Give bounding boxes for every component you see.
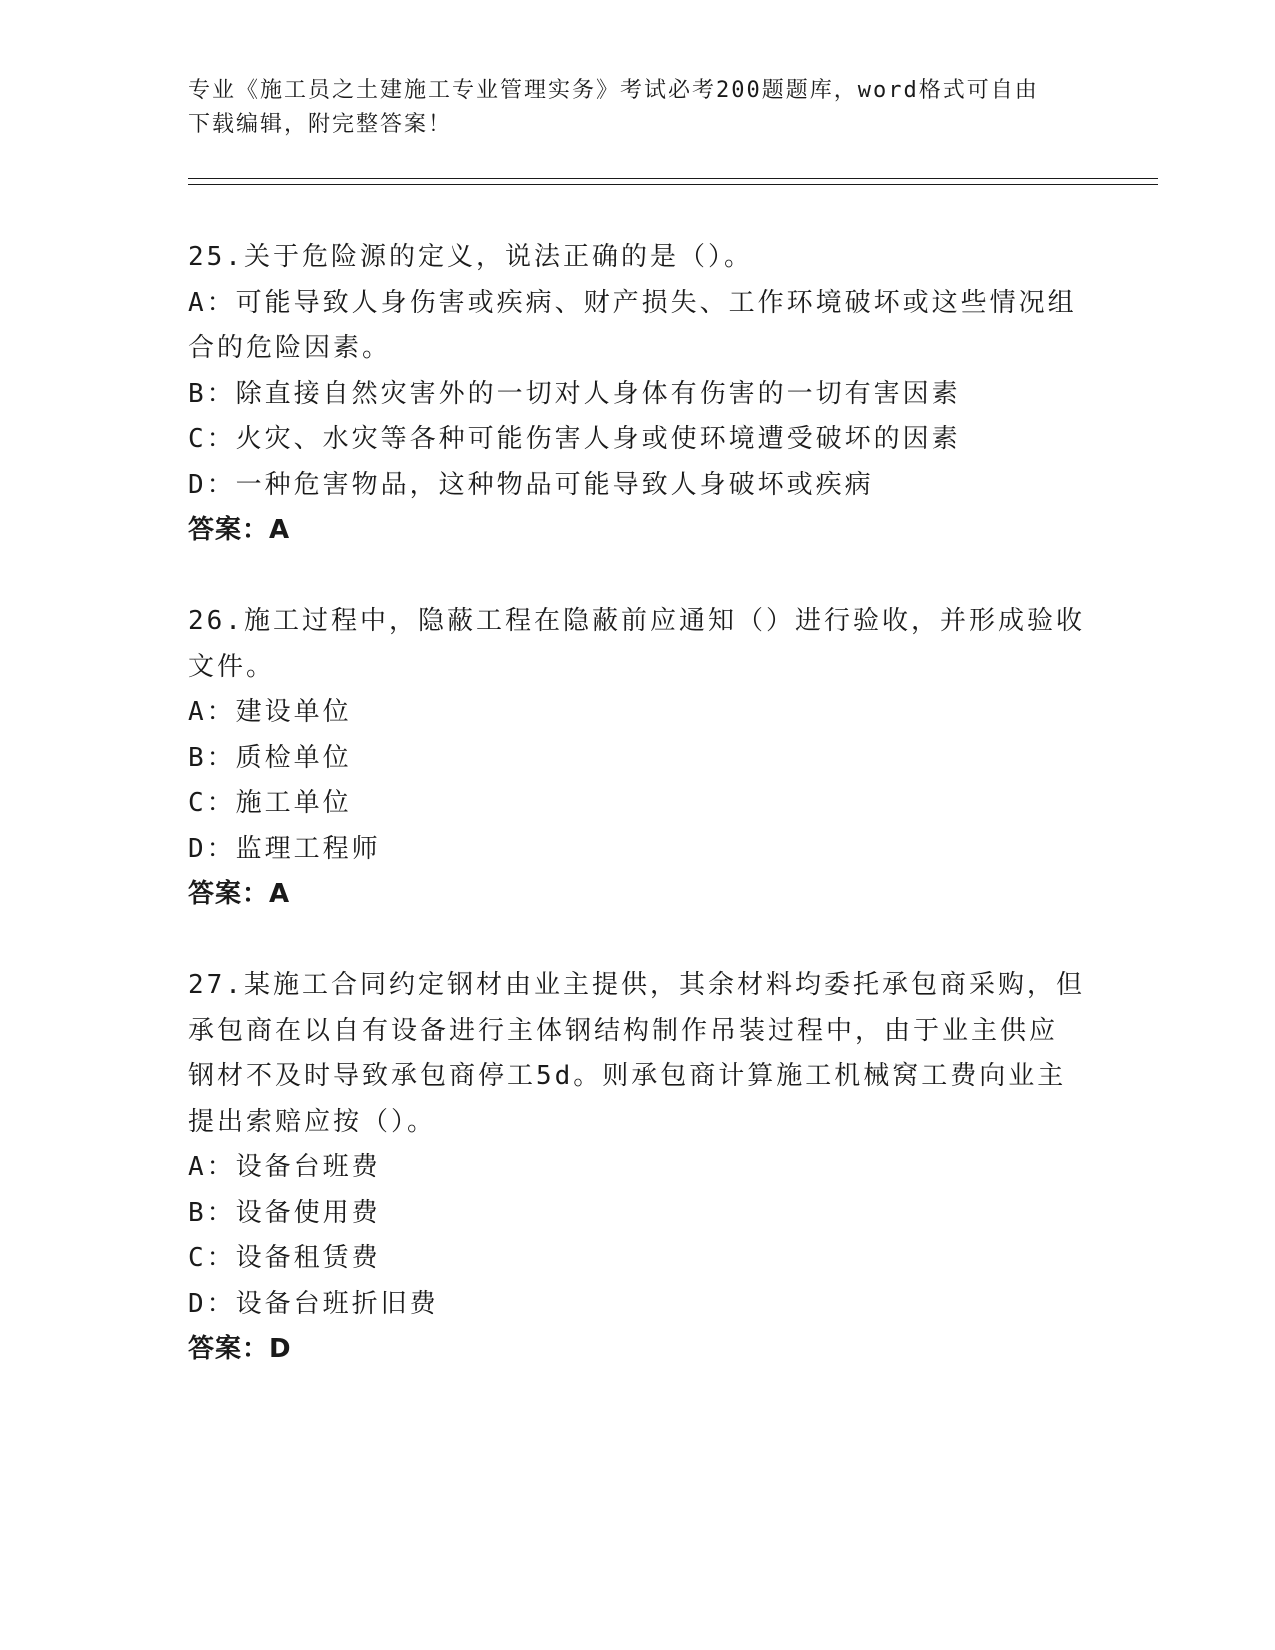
option-a: A：设备台班费	[188, 1152, 381, 1182]
option-b: B：除直接自然灾害外的一切对人身体有伤害的一切有害因素	[188, 378, 961, 409]
option-d: D：监理工程师	[188, 833, 381, 864]
option-b: B：质检单位	[188, 742, 352, 773]
option-a: A：建设单位	[188, 697, 352, 727]
question-block	[188, 235, 1088, 554]
question-stem-continued: 承包商在以自有设备进行主体钢结构制作吊装过程中，由于业主供应	[188, 1015, 1059, 1046]
question-block	[188, 599, 1088, 918]
answer-label: 答案：A	[188, 879, 291, 909]
option-a-continued: 合的危险因素。	[188, 333, 392, 363]
option-a: A：可能导致人身伤害或疾病、财产损失、工作环境破坏或这些情况组	[188, 287, 1077, 318]
header-line: 专业《施工员之土建施工专业管理实务》考试必考200题题库，word格式可自由	[188, 78, 1039, 103]
question-stem: 27.某施工合同约定钢材由业主提供，其余材料均委托承包商采购，但	[188, 970, 1085, 1000]
option-c: C：施工单位	[188, 788, 352, 818]
option-c: C：火灾、水灾等各种可能伤害人身或使环境遭受破坏的因素	[188, 424, 961, 454]
option-b: B：设备使用费	[188, 1197, 381, 1228]
answer-label: 答案：A	[188, 515, 291, 545]
answer-label: 答案：D	[188, 1334, 292, 1364]
header-line: 下载编辑，附完整答案！	[188, 112, 453, 137]
question-stem-continued: 文件。	[188, 651, 276, 682]
header-divider	[188, 184, 1158, 185]
header-divider	[188, 178, 1158, 179]
option-d: D：一种危害物品，这种物品可能导致人身破坏或疾病	[188, 469, 874, 500]
question-stem: 26.施工过程中，隐蔽工程在隐蔽前应通知（）进行验收，并形成验收	[188, 606, 1085, 636]
question-stem: 25.关于危险源的定义，说法正确的是（）。	[188, 242, 753, 272]
question-block	[188, 963, 1088, 1373]
document-header	[188, 74, 1088, 142]
question-stem-continued: 提出索赔应按（）。	[188, 1106, 437, 1137]
option-c: C：设备租赁费	[188, 1243, 381, 1273]
question-stem-continued: 钢材不及时导致承包商停工5d。则承包商计算施工机械窝工费向业主	[188, 1061, 1067, 1091]
option-d: D：设备台班折旧费	[188, 1288, 439, 1319]
